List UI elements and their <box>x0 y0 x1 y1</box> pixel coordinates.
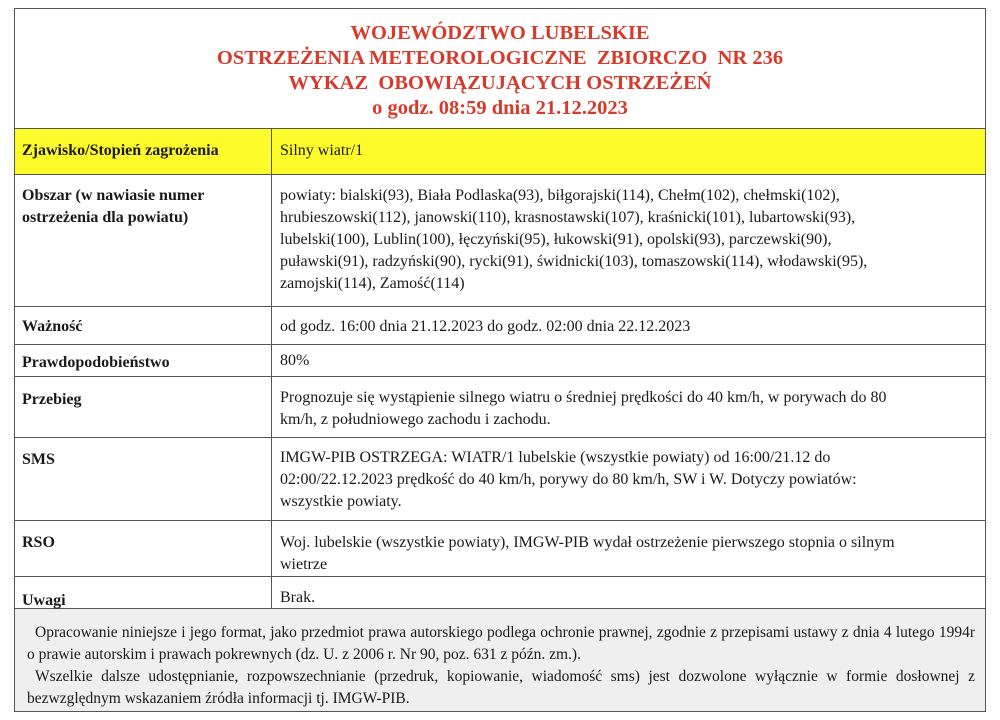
row-area <box>15 175 985 307</box>
row-sms-label: SMS <box>15 438 272 520</box>
row-validity <box>15 307 985 345</box>
row-rso <box>15 521 985 577</box>
row-course-value <box>272 377 985 437</box>
course-text-line: km/h, z południowego zachodu i zachodu. <box>280 411 551 428</box>
row-validity-value: od godz. 16:00 dnia 21.12.2023 do godz. 02:00 dnia 22.12.2023 <box>280 318 691 335</box>
sms-text-line: wszystkie powiaty. <box>280 493 402 510</box>
row-course <box>15 377 985 438</box>
row-notes-value: Brak. <box>280 589 316 606</box>
row-sms <box>15 438 985 521</box>
warning-document <box>14 8 986 712</box>
row-area-label-line: ostrzeżenia dla powiatu) <box>22 209 189 226</box>
row-area-label-line: Obszar (w nawiasie numer <box>22 187 205 204</box>
row-phenomenon-label: Zjawisko/Stopień zagrożenia <box>15 129 272 174</box>
row-phenomenon-value: Silny wiatr/1 <box>280 142 364 159</box>
course-text-line: Prognozuje się wystąpienie silnego wiatru o średniej prędkości do 40 km/h, w porywach do 80 <box>280 389 887 406</box>
county-list-line: zamojski(114), Zamość(114) <box>280 275 465 292</box>
row-course-label: Przebieg <box>15 377 272 437</box>
header-region-title: WOJEWÓDZTWO LUBELSKIE <box>350 22 650 44</box>
copyright-paragraph: Opracowanie niniejsze i jego format, jako przedmiot prawa autorskiego podlega ochronie prawnej, zgodnie z przepisami ustawy z dnia 4 lutego 1994r o prawie autorskim i prawach pokrewnych (dz. U. z 2006 r. Nr 90, poz. 631 z późn. zm.). <box>27 624 975 663</box>
county-list-line: powiaty: bialski(93), Biała Podlaska(93), biłgorajski(114), Chełm(102), chełmski(102), <box>280 187 840 204</box>
row-notes-label: Uwagi <box>15 577 272 608</box>
header-list-title: WYKAZ OBOWIĄZUJĄCYCH OSTRZEŻEŃ <box>288 72 712 94</box>
row-notes <box>15 577 985 609</box>
copyright-footer <box>15 609 985 711</box>
rso-text-line: Woj. lubelskie (wszystkie powiaty), IMGW-PIB wydał ostrzeżenie pierwszego stopnia o silnym <box>280 534 895 551</box>
row-rso-value <box>272 521 985 576</box>
rso-text-line: wietrze <box>280 556 328 573</box>
header-warnings-title: OSTRZEŻENIA METEOROLOGICZNE ZBIORCZO NR 236 <box>216 47 784 69</box>
row-area-label <box>15 175 272 306</box>
row-rso-label: RSO <box>15 521 272 576</box>
usage-paragraph: Wszelkie dalsze udostępnianie, rozpowszechnianie (przedruk, kopiowanie, wiadomość sms) jest dozwolone wyłącznie w formie dosłownej z bezwzględnym wskazaniem źródła informacji tj. IMGW-PIB. <box>27 668 975 707</box>
header-timestamp: o godz. 08:59 dnia 21.12.2023 <box>372 97 628 119</box>
sms-text-line: IMGW-PIB OSTRZEGA: WIATR/1 lubelskie (wszystkie powiaty) od 16:00/21.12 do <box>280 449 831 466</box>
county-list-line: puławski(91), radzyński(90), rycki(91), świdnicki(103), tomaszowski(114), włodawski(95), <box>280 253 868 270</box>
document-header <box>15 9 985 129</box>
row-probability-value: 80% <box>280 352 310 369</box>
row-probability <box>15 345 985 377</box>
row-sms-value <box>272 438 985 520</box>
sms-text-line: 02:00/22.12.2023 prędkość do 40 km/h, porywy do 80 km/h, SW i W. Dotyczy powiatów: <box>280 471 857 488</box>
row-area-value <box>272 175 985 306</box>
row-validity-label: Ważność <box>15 307 272 344</box>
row-phenomenon <box>15 129 985 175</box>
county-list-line: hrubieszowski(112), janowski(110), krasnostawski(107), kraśnicki(101), lubartowski(93), <box>280 209 856 226</box>
row-probability-label: Prawdopodobieństwo <box>15 345 272 376</box>
county-list-line: lubelski(100), Lublin(100), łęczyński(95), łukowski(91), opolski(93), parczewski(90), <box>280 231 832 248</box>
